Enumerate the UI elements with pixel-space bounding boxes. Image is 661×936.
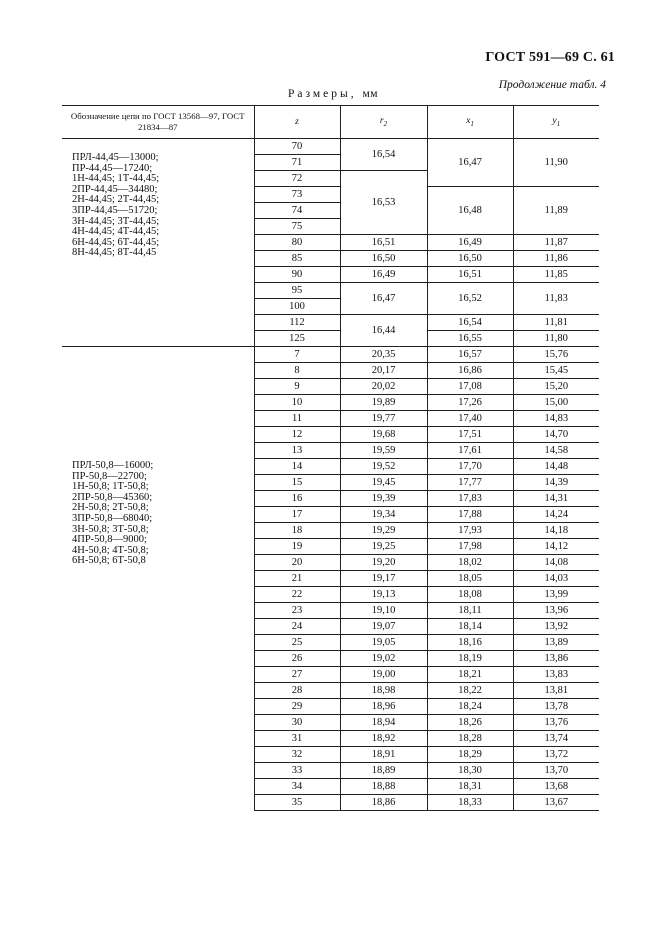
- cell-x1: 17,88: [427, 507, 513, 523]
- cell-x1: 17,77: [427, 475, 513, 491]
- cell-r2: 19,89: [340, 395, 427, 411]
- cell-z: 35: [254, 795, 340, 811]
- cell-x1: 16,50: [427, 251, 513, 267]
- cell-x1: 17,40: [427, 411, 513, 427]
- cell-y1: 15,45: [513, 363, 599, 379]
- cell-z: 73: [254, 187, 340, 203]
- cell-y1: 13,72: [513, 747, 599, 763]
- cell-x1: 18,29: [427, 747, 513, 763]
- table-body: [62, 139, 599, 811]
- cell-y1: 13,96: [513, 603, 599, 619]
- header-y1: $y_1$: [513, 106, 599, 139]
- cell-x1: 18,11: [427, 603, 513, 619]
- cell-r2: 20,02: [340, 379, 427, 395]
- cell-y1: 11,86: [513, 251, 599, 267]
- cell-z: 31: [254, 731, 340, 747]
- cell-z: 90: [254, 267, 340, 283]
- cell-y1: 13,67: [513, 795, 599, 811]
- table-header-row: [62, 106, 599, 139]
- cell-z: 100: [254, 299, 340, 315]
- cell-r2: 16,44: [340, 315, 427, 347]
- cell-z: 15: [254, 475, 340, 491]
- cell-y1: 13,99: [513, 587, 599, 603]
- cell-x1: 18,16: [427, 635, 513, 651]
- sizes-caption-text: Размеры,: [288, 88, 357, 100]
- cell-y1: 13,92: [513, 619, 599, 635]
- cell-x1: 16,57: [427, 347, 513, 363]
- cell-r2: 16,49: [340, 267, 427, 283]
- chain-designation-line: 1Н-44,45; 1Т-44,45;: [72, 173, 160, 185]
- cell-y1: 13,70: [513, 763, 599, 779]
- chain-designation-line: ПР-50,8—22700;: [72, 470, 147, 482]
- cell-x1: 18,24: [427, 699, 513, 715]
- chain-designation-cell: [62, 139, 254, 347]
- cell-r2: 19,10: [340, 603, 427, 619]
- cell-r2: 19,39: [340, 491, 427, 507]
- cell-z: 28: [254, 683, 340, 699]
- cell-z: 25: [254, 635, 340, 651]
- cell-y1: 14,83: [513, 411, 599, 427]
- cell-y1: 11,89: [513, 187, 599, 235]
- chain-designation-line: 8Н-44,45; 8Т-44,45: [72, 247, 157, 259]
- cell-x1: 18,31: [427, 779, 513, 795]
- cell-r2: 19,68: [340, 427, 427, 443]
- header-x1: $x_1$: [427, 106, 513, 139]
- cell-r2: 16,53: [340, 171, 427, 235]
- cell-y1: 13,76: [513, 715, 599, 731]
- cell-r2: 18,91: [340, 747, 427, 763]
- cell-y1: 13,78: [513, 699, 599, 715]
- cell-x1: 17,98: [427, 539, 513, 555]
- cell-y1: 13,89: [513, 635, 599, 651]
- chain-designation-line: 6Н-44,45; 6Т-44,45;: [72, 236, 160, 248]
- cell-z: 30: [254, 715, 340, 731]
- cell-z: 24: [254, 619, 340, 635]
- chain-designation-line: 3Н-44,45; 3Т-44,45;: [72, 215, 160, 227]
- cell-z: 112: [254, 315, 340, 331]
- cell-z: 33: [254, 763, 340, 779]
- cell-y1: 14,48: [513, 459, 599, 475]
- cell-z: 32: [254, 747, 340, 763]
- cell-z: 71: [254, 155, 340, 171]
- chain-dimensions-table: [62, 105, 599, 811]
- cell-y1: 13,83: [513, 667, 599, 683]
- cell-r2: 20,35: [340, 347, 427, 363]
- chain-designation-line: 2ПР-50,8—45360;: [72, 491, 153, 503]
- cell-r2: 18,96: [340, 699, 427, 715]
- cell-y1: 15,76: [513, 347, 599, 363]
- chain-designation-line: 4Н-50,8; 4Т-50,8;: [72, 544, 149, 556]
- cell-y1: 14,70: [513, 427, 599, 443]
- cell-y1: 11,83: [513, 283, 599, 315]
- cell-x1: 16,51: [427, 267, 513, 283]
- chain-designation-line: ПРЛ-50,8—16000;: [72, 460, 154, 471]
- table-continuation-note: Продолжение табл. 4: [498, 79, 606, 91]
- cell-x1: 16,52: [427, 283, 513, 315]
- cell-r2: 18,86: [340, 795, 427, 811]
- cell-r2: 19,05: [340, 635, 427, 651]
- cell-r2: 19,17: [340, 571, 427, 587]
- cell-z: 18: [254, 523, 340, 539]
- cell-z: 72: [254, 171, 340, 187]
- cell-z: 80: [254, 235, 340, 251]
- cell-z: 34: [254, 779, 340, 795]
- chain-designation-cell: [62, 347, 254, 811]
- chain-designation-line: ПРЛ-44,45—13000;: [72, 152, 159, 163]
- cell-r2: 19,25: [340, 539, 427, 555]
- cell-r2: 18,94: [340, 715, 427, 731]
- cell-r2: 18,92: [340, 731, 427, 747]
- cell-z: 11: [254, 411, 340, 427]
- cell-x1: 16,86: [427, 363, 513, 379]
- chain-designation-line: 4ПР-50,8—9000;: [72, 534, 147, 546]
- cell-x1: 17,26: [427, 395, 513, 411]
- cell-y1: 14,18: [513, 523, 599, 539]
- cell-r2: 19,45: [340, 475, 427, 491]
- cell-x1: 18,19: [427, 651, 513, 667]
- cell-r2: 19,52: [340, 459, 427, 475]
- cell-x1: 17,70: [427, 459, 513, 475]
- sizes-caption: [288, 88, 378, 100]
- chain-designation-line: 6Н-50,8; 6Т-50,8: [72, 555, 146, 567]
- cell-z: 19: [254, 539, 340, 555]
- cell-r2: 18,89: [340, 763, 427, 779]
- cell-z: 23: [254, 603, 340, 619]
- cell-z: 125: [254, 331, 340, 347]
- cell-x1: 17,61: [427, 443, 513, 459]
- cell-x1: 18,22: [427, 683, 513, 699]
- cell-r2: 16,54: [340, 139, 427, 171]
- cell-x1: 18,14: [427, 619, 513, 635]
- cell-r2: 16,50: [340, 251, 427, 267]
- cell-z: 85: [254, 251, 340, 267]
- cell-y1: 11,85: [513, 267, 599, 283]
- cell-x1: 17,83: [427, 491, 513, 507]
- cell-y1: 13,68: [513, 779, 599, 795]
- sizes-unit: мм: [362, 88, 379, 100]
- cell-x1: 16,49: [427, 235, 513, 251]
- cell-r2: 19,07: [340, 619, 427, 635]
- cell-r2: 16,51: [340, 235, 427, 251]
- chain-designation-line: 4Н-44,45; 4Т-44,45;: [72, 226, 160, 238]
- cell-r2: 19,13: [340, 587, 427, 603]
- cell-z: 75: [254, 219, 340, 235]
- cell-y1: 13,74: [513, 731, 599, 747]
- cell-y1: 11,81: [513, 315, 599, 331]
- chain-designation-line: ПР-44,45—17240;: [72, 162, 153, 174]
- cell-z: 27: [254, 667, 340, 683]
- cell-r2: 19,02: [340, 651, 427, 667]
- cell-y1: 14,39: [513, 475, 599, 491]
- chain-designation-line: 3ПР-44,45—51720;: [72, 204, 158, 216]
- cell-y1: 11,90: [513, 139, 599, 187]
- cell-r2: 19,77: [340, 411, 427, 427]
- cell-z: 21: [254, 571, 340, 587]
- chain-designation-line: 3ПР-50,8—68040;: [72, 512, 153, 524]
- cell-z: 13: [254, 443, 340, 459]
- cell-r2: 18,98: [340, 683, 427, 699]
- cell-z: 10: [254, 395, 340, 411]
- cell-y1: 11,80: [513, 331, 599, 347]
- cell-z: 70: [254, 139, 340, 155]
- cell-z: 8: [254, 363, 340, 379]
- cell-z: 14: [254, 459, 340, 475]
- chain-designation-line: 2Н-44,45; 2Т-44,45;: [72, 194, 160, 206]
- cell-y1: 14,58: [513, 443, 599, 459]
- cell-x1: 18,08: [427, 587, 513, 603]
- cell-r2: 16,47: [340, 283, 427, 315]
- cell-x1: 18,33: [427, 795, 513, 811]
- cell-x1: 16,55: [427, 331, 513, 347]
- cell-x1: 16,54: [427, 315, 513, 331]
- cell-z: 9: [254, 379, 340, 395]
- cell-y1: 13,86: [513, 651, 599, 667]
- cell-x1: 18,21: [427, 667, 513, 683]
- cell-r2: 19,59: [340, 443, 427, 459]
- cell-x1: 16,48: [427, 187, 513, 235]
- cell-x1: 17,93: [427, 523, 513, 539]
- cell-r2: 19,29: [340, 523, 427, 539]
- cell-x1: 18,28: [427, 731, 513, 747]
- cell-y1: 15,00: [513, 395, 599, 411]
- chain-designation-line: 2Н-50,8; 2Т-50,8;: [72, 502, 149, 514]
- header-r2: $r_2$: [340, 106, 427, 139]
- cell-z: 95: [254, 283, 340, 299]
- header-z: z: [254, 106, 340, 139]
- cell-r2: 19,20: [340, 555, 427, 571]
- cell-r2: 19,00: [340, 667, 427, 683]
- cell-x1: 18,26: [427, 715, 513, 731]
- chain-designation-line: 3Н-50,8; 3Т-50,8;: [72, 523, 149, 535]
- cell-y1: 14,12: [513, 539, 599, 555]
- page-title: ГОСТ 591—69 С. 61: [485, 50, 615, 65]
- cell-z: 16: [254, 491, 340, 507]
- cell-x1: 18,05: [427, 571, 513, 587]
- cell-y1: 15,20: [513, 379, 599, 395]
- cell-r2: 19,34: [340, 507, 427, 523]
- cell-z: 20: [254, 555, 340, 571]
- cell-r2: 20,17: [340, 363, 427, 379]
- cell-x1: 18,02: [427, 555, 513, 571]
- table-row: [62, 139, 599, 155]
- cell-y1: 11,87: [513, 235, 599, 251]
- cell-y1: 14,03: [513, 571, 599, 587]
- cell-z: 29: [254, 699, 340, 715]
- cell-y1: 14,08: [513, 555, 599, 571]
- chain-designation-line: 1Н-50,8; 1Т-50,8;: [72, 481, 149, 493]
- cell-x1: 17,51: [427, 427, 513, 443]
- chain-designation-line: 2ПР-44,45—34480;: [72, 183, 158, 195]
- cell-x1: 18,30: [427, 763, 513, 779]
- cell-z: 7: [254, 347, 340, 363]
- table-row: [62, 347, 599, 363]
- cell-z: 26: [254, 651, 340, 667]
- cell-y1: 13,81: [513, 683, 599, 699]
- cell-y1: 14,24: [513, 507, 599, 523]
- cell-z: 22: [254, 587, 340, 603]
- cell-z: 74: [254, 203, 340, 219]
- cell-x1: 17,08: [427, 379, 513, 395]
- header-designation: Обозначение цепи по ГОСТ 13568—97, ГОСТ 21834—87: [62, 106, 254, 139]
- cell-z: 12: [254, 427, 340, 443]
- cell-r2: 18,88: [340, 779, 427, 795]
- cell-x1: 16,47: [427, 139, 513, 187]
- cell-y1: 14,31: [513, 491, 599, 507]
- cell-z: 17: [254, 507, 340, 523]
